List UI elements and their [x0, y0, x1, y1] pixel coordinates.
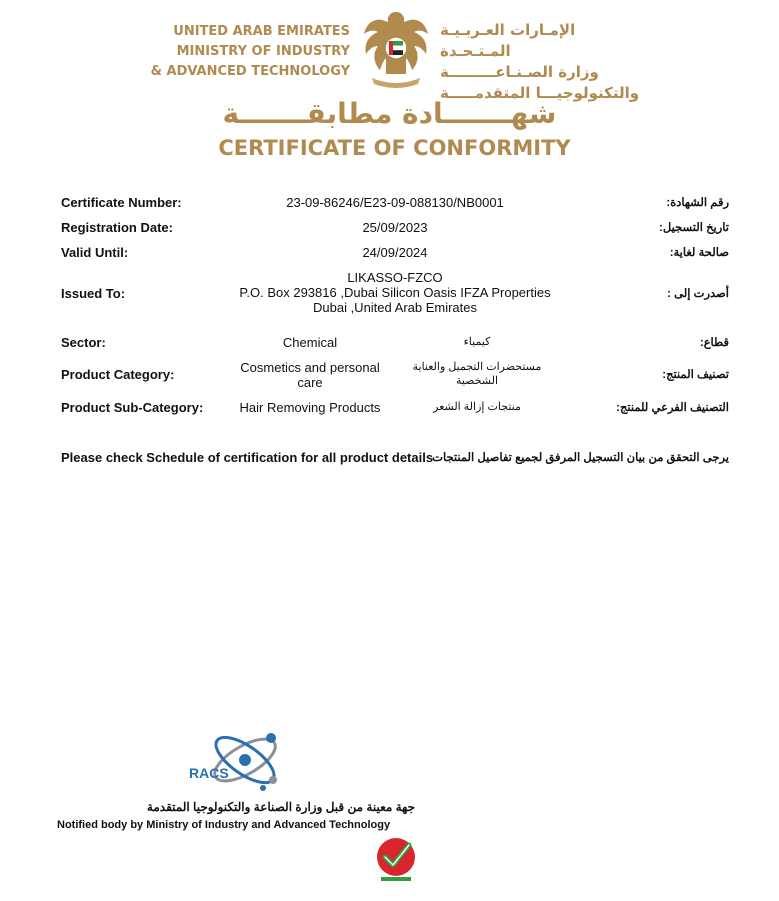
ministry-name-en: [150, 22, 350, 82]
ministry-line-3: & ADVANCED TECHNOLOGY: [150, 64, 350, 79]
notified-body-en: Notified body by Ministry of Industry and Advanced Technology: [57, 819, 391, 831]
certificate-title-ar: شهـــــــادة مطابقـــــــة: [222, 97, 557, 130]
product-sub-category-label-ar: التصنيف الفرعي للمنتج:: [616, 402, 729, 414]
sector-label: Sector:: [61, 335, 106, 350]
registration-date-label-ar: تاريخ التسجيل:: [659, 222, 729, 234]
schedule-notice-ar: يرجى التحقق من بيان التسجيل المرفق لجميع تفاصيل المنتجات: [432, 452, 729, 464]
certificate-number-label: Certificate Number:: [61, 195, 182, 210]
registration-date-label: Registration Date:: [61, 220, 173, 235]
issued-to-label-ar: أصدرت إلى :: [667, 288, 729, 300]
racs-logo-icon: [183, 720, 293, 800]
sector-value-ar: كيمياء: [463, 336, 491, 348]
ministry-ar-line-2: وزارة الصـنـاعـــــــــة: [440, 63, 599, 81]
uae-falcon-emblem-icon: [360, 8, 432, 90]
ministry-ar-line-1: الإمـارات العـربـيـة المـتـحـدة: [440, 21, 576, 60]
valid-until-label-ar: صالحة لغاية:: [669, 247, 729, 259]
valid-until-label: Valid Until:: [61, 245, 129, 260]
registration-date-value: 25/09/2023: [362, 220, 428, 235]
product-sub-category-label: Product Sub-Category:: [61, 400, 204, 415]
schedule-notice-en: Please check Schedule of certification for all product details: [61, 450, 434, 465]
racs-logo-text: RACS: [189, 765, 229, 781]
issued-to-address-line-2: Dubai ,United Arab Emirates: [312, 300, 478, 315]
certificate-number-label-ar: رقم الشهادة:: [666, 197, 729, 209]
product-category-label: Product Category:: [61, 367, 175, 382]
product-sub-category-value-ar: منتجات إزالة الشعر: [433, 401, 521, 413]
issued-to-address-line-1: P.O. Box 293816 ,Dubai Silicon Oasis IFZA Properties: [239, 285, 551, 300]
certificate-title-en: CERTIFICATE OF CONFORMITY: [218, 136, 571, 160]
issued-to-company: LIKASSO-FZCO: [347, 270, 443, 285]
issued-to-address: [210, 270, 580, 315]
certificate-number-value: 23-09-86246/E23-09-088130/NB0001: [286, 195, 504, 210]
valid-until-value: 24/09/2024: [362, 245, 428, 260]
product-category-value-ar: مستحضرات التجميل والعناية الشخصية: [412, 361, 542, 387]
notified-body-ar: جهة معينة من قبل وزارة الصناعة والتكنولوجيا المتقدمة: [146, 800, 415, 814]
sector-value: Chemical: [282, 335, 338, 350]
ministry-ar-line-3: والتكنولوجيـــا المتقدمـــــة: [440, 84, 640, 102]
ministry-line-2: MINISTRY OF INDUSTRY: [176, 44, 350, 59]
product-sub-category-value: Hair Removing Products: [239, 400, 381, 415]
product-category-value: Cosmetics and personal care: [240, 360, 380, 390]
product-category-label-ar: تصنيف المنتج:: [662, 369, 729, 381]
issued-to-label: Issued To:: [61, 286, 126, 301]
ministry-line-1: UNITED ARAB EMIRATES: [173, 24, 350, 39]
conformity-mark-icon: [373, 833, 419, 885]
sector-label-ar: قطاع:: [699, 337, 729, 349]
ministry-name-ar: [440, 20, 640, 104]
